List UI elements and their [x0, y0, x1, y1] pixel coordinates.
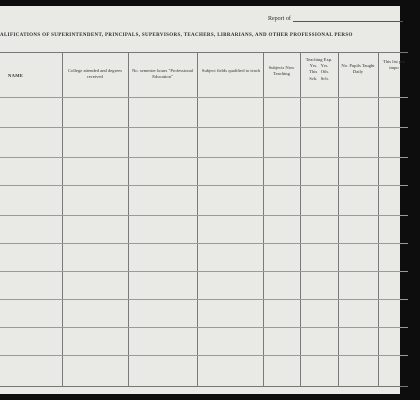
column-divider	[197, 53, 198, 386]
qualifications-table	[0, 52, 408, 387]
row-divider	[0, 215, 408, 216]
report-of-label: Report of	[268, 16, 291, 22]
teaching-exp-years: Yrs. Yrs.	[309, 63, 329, 69]
row-divider	[0, 97, 408, 98]
header-subject-fields: Subject fields qualified to teach	[201, 68, 261, 73]
row-divider	[0, 127, 408, 128]
row-divider	[0, 185, 408, 186]
row-divider	[0, 299, 408, 300]
header-teaching-exp	[301, 57, 337, 82]
header-college: College attended and degrees received	[68, 68, 122, 80]
header-semester-hours: No. semester hours "Professional Education"	[131, 68, 194, 80]
header-subjects-now: Subjects Now Teaching	[268, 65, 295, 77]
column-divider	[128, 53, 129, 386]
header-name: NAME	[8, 73, 24, 78]
header-partial: This list pro impo	[382, 59, 406, 71]
row-divider	[0, 243, 408, 244]
row-divider	[0, 327, 408, 328]
column-divider	[300, 53, 301, 386]
form-heading: ALIFICATIONS OF SUPERINTENDENT, PRINCIPALS, SUPERVISORS, TEACHERS, LIBRARIANS, AND OTHER PROFESSIONAL PERSO	[0, 33, 353, 38]
report-of-line	[268, 15, 403, 22]
teaching-exp-school: Sch. Sch.	[309, 75, 329, 81]
column-divider	[338, 53, 339, 386]
teaching-exp-this-other: This Oth.	[309, 69, 329, 75]
row-divider	[0, 271, 408, 272]
column-divider	[263, 53, 264, 386]
row-divider	[0, 157, 408, 158]
header-pupils-taught: No. Pupils Taught Daily	[341, 63, 375, 75]
teaching-exp-title: Teaching Exp.	[305, 57, 333, 62]
report-of-blank	[293, 15, 403, 22]
column-divider	[62, 53, 63, 386]
row-divider	[0, 355, 408, 356]
form-sheet	[0, 6, 406, 394]
column-divider	[378, 53, 379, 386]
